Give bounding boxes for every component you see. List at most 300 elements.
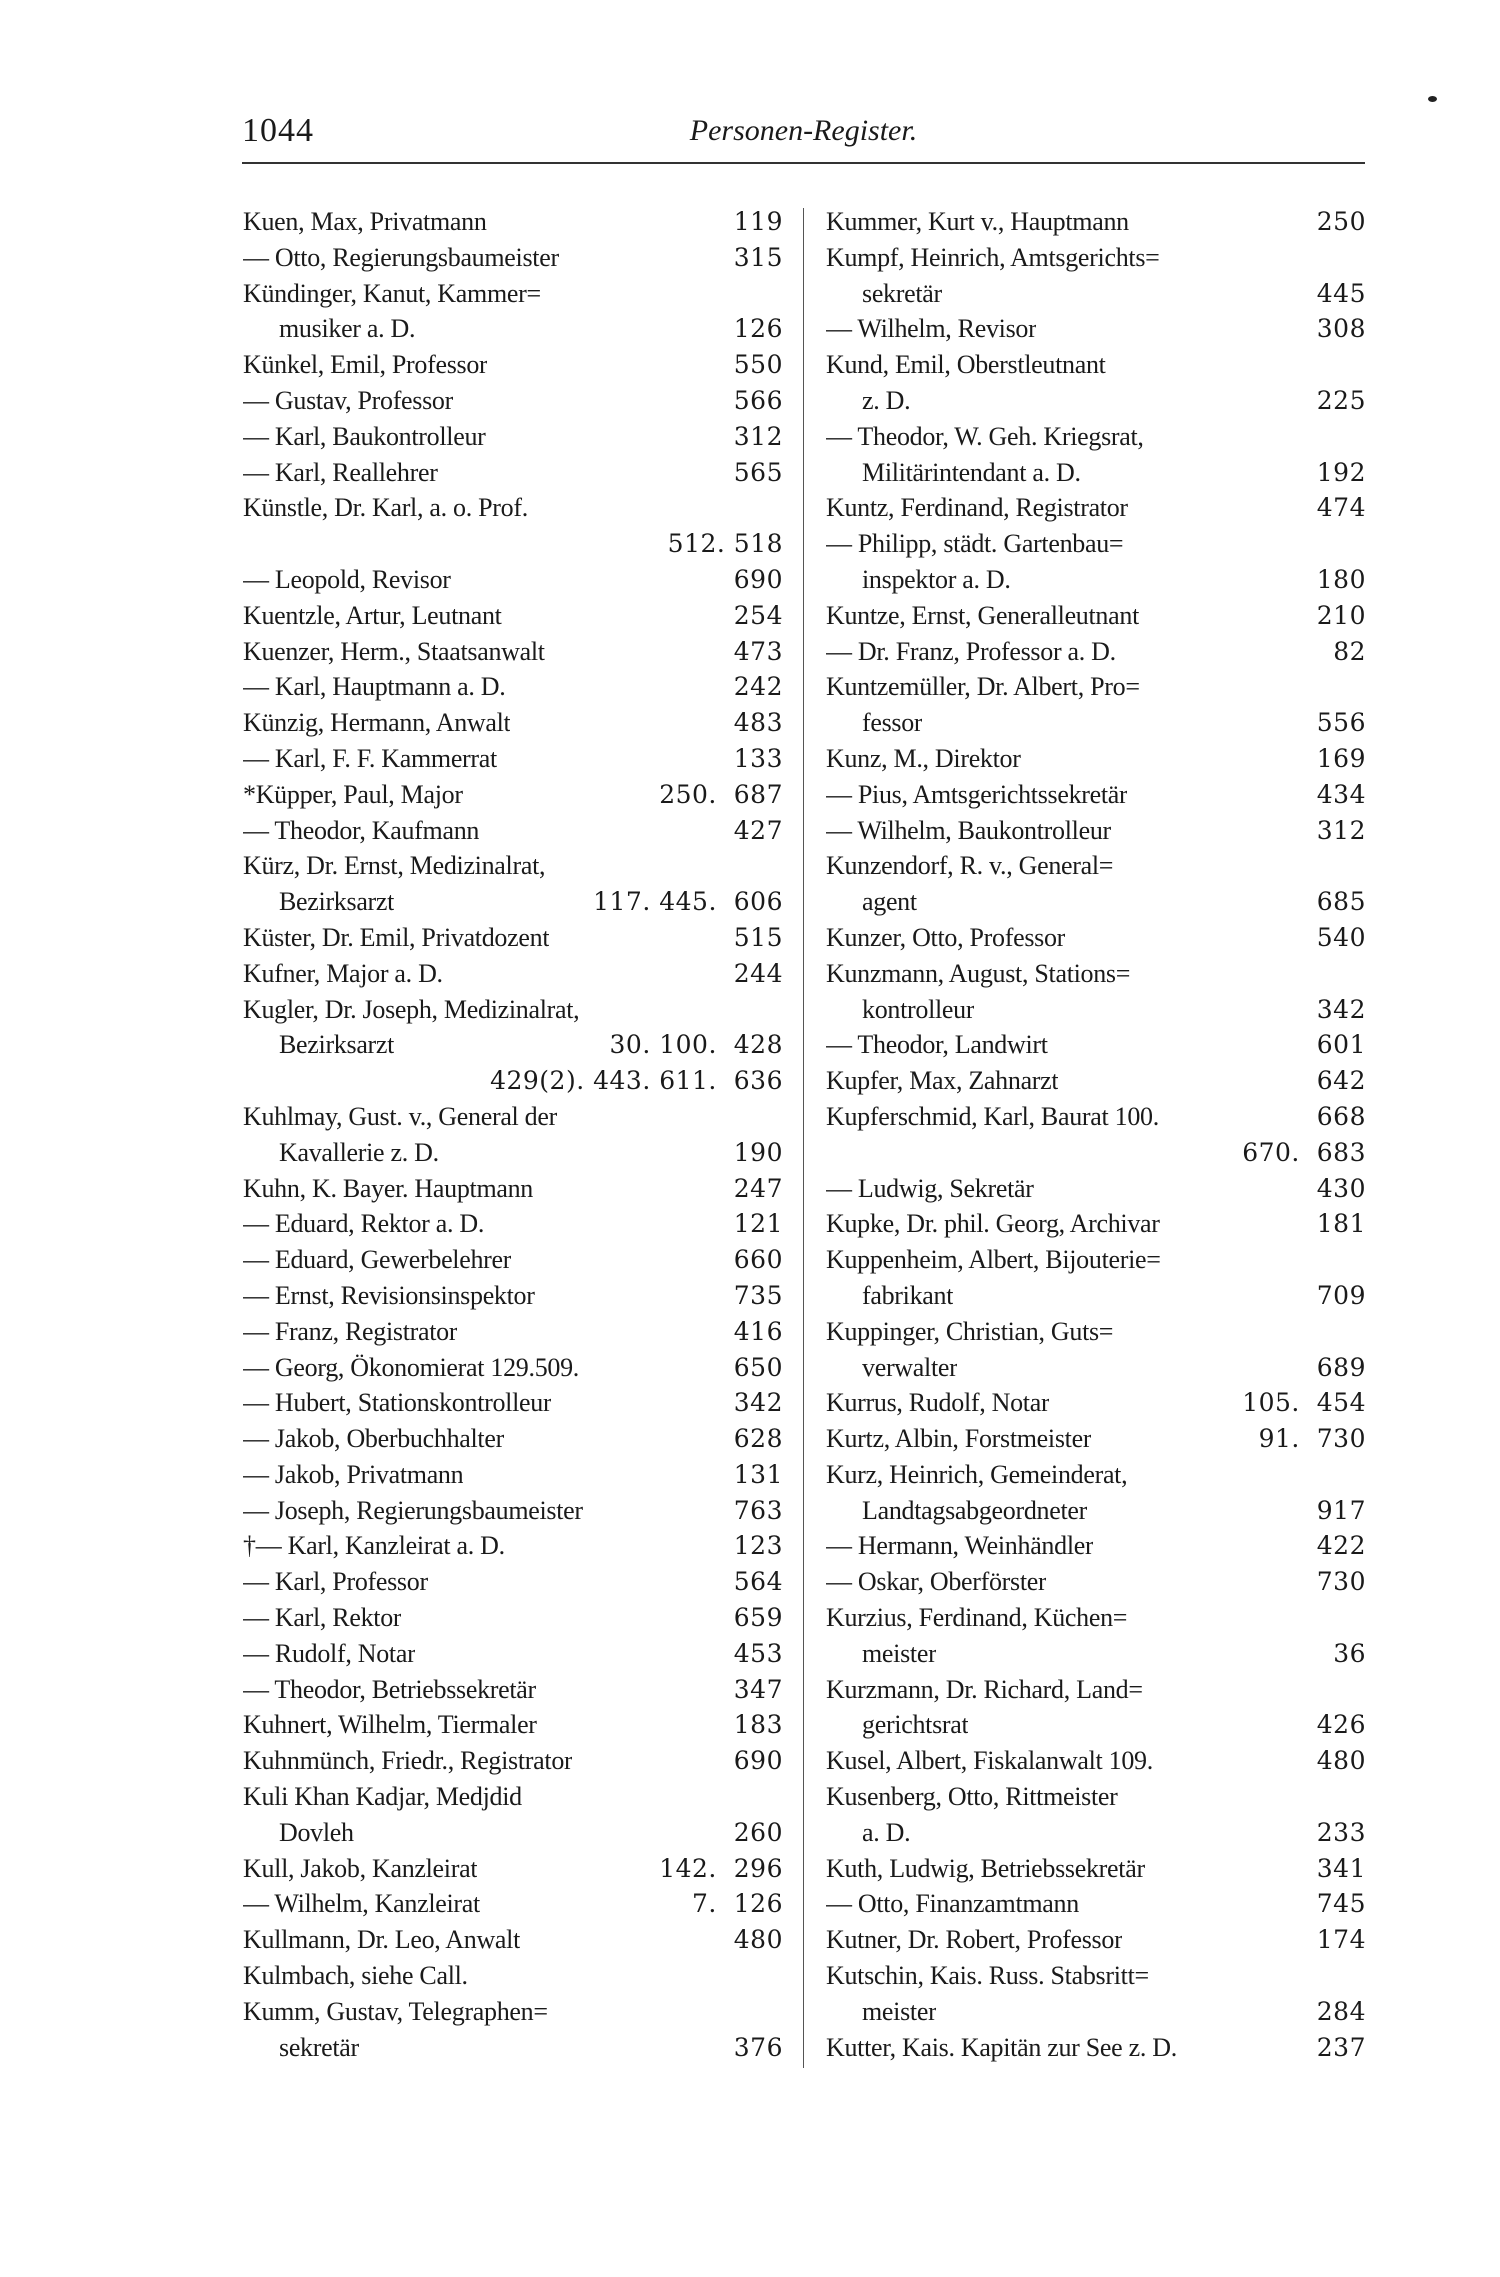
page-reference: 550	[733, 350, 783, 380]
entry-line	[243, 1457, 783, 1493]
entry-text: Kutter, Kais. Kapitän zur See z. D.	[826, 2032, 1177, 2062]
ink-speck	[1428, 96, 1437, 102]
entry-continuation-line	[243, 311, 783, 347]
index-entry	[243, 669, 783, 705]
entry-text: Kusenberg, Otto, Rittmeister	[826, 1782, 1118, 1812]
page-reference: 601	[1316, 1030, 1366, 1060]
page-reference: 121	[733, 1209, 783, 1239]
index-entry	[826, 526, 1366, 598]
entry-text: Kuentzle, Artur, Leutnant	[243, 600, 502, 630]
entry-line	[826, 1063, 1366, 1099]
entry-text: — Jakob, Privatmann	[243, 1459, 464, 1489]
page-reference: 131	[733, 1459, 783, 1489]
index-entry	[243, 1421, 783, 1457]
page-reference: 192	[1316, 457, 1366, 487]
entry-text: Kunzmann, August, Stations=	[826, 958, 1131, 988]
entry-text: Kull, Jakob, Kanzleirat	[243, 1853, 478, 1883]
page-reference: 690	[733, 564, 783, 594]
page-reference: 183	[733, 1710, 783, 1740]
page-reference: 142. 296	[659, 1853, 783, 1883]
page-reference: 376	[733, 2032, 783, 2062]
entry-line	[826, 1385, 1366, 1421]
entry-text: Bezirksarzt	[279, 1030, 395, 1060]
entry-text: Kündinger, Kanut, Kammer=	[243, 278, 541, 308]
index-entry	[826, 1063, 1366, 1099]
entry-continuation-line	[826, 562, 1366, 598]
entry-text: — Rudolf, Notar	[243, 1638, 416, 1668]
entry-line	[826, 1314, 1366, 1350]
entry-text: Kuhlmay, Gust. v., General der	[243, 1101, 557, 1131]
index-entry	[243, 455, 783, 491]
entry-text: — Oskar, Oberförster	[826, 1567, 1047, 1597]
index-entry	[243, 1314, 783, 1350]
page-reference: 36	[1333, 1638, 1366, 1668]
index-entry	[243, 562, 783, 598]
page-reference: 474	[1316, 493, 1366, 523]
page-reference: 347	[733, 1674, 783, 1704]
entry-line	[243, 1493, 783, 1529]
entry-text: — Theodor, Kaufmann	[243, 815, 480, 845]
entry-text: — Joseph, Regierungsbaumeister	[243, 1495, 583, 1525]
page-reference: 341	[1316, 1853, 1366, 1883]
page-reference: 119	[733, 207, 783, 236]
page-reference: 250	[1316, 207, 1366, 236]
index-entry	[826, 347, 1366, 419]
entry-text: Kunz, M., Direktor	[826, 743, 1021, 773]
entry-line	[243, 240, 783, 276]
entry-text: fessor	[862, 708, 923, 738]
index-entry	[826, 1779, 1366, 1851]
page-reference: 244	[733, 958, 783, 988]
index-entry	[826, 956, 1366, 1028]
entry-continuation-line	[243, 884, 783, 920]
index-entry	[243, 1672, 783, 1708]
entry-line	[243, 848, 783, 884]
page-reference: 308	[1316, 314, 1366, 344]
page-reference: 190	[733, 1137, 783, 1167]
page-reference: 480	[1316, 1746, 1366, 1776]
entry-text: a. D.	[862, 1817, 911, 1847]
entry-text: — Otto, Regierungsbaumeister	[243, 242, 559, 272]
entry-text: — Jakob, Oberbuchhalter	[243, 1424, 504, 1454]
entry-text: Kurz, Heinrich, Gemeinderat,	[826, 1459, 1128, 1489]
page-reference: 659	[733, 1603, 783, 1633]
entry-line	[826, 311, 1366, 347]
entry-text: Kuntz, Ferdinand, Registrator	[826, 493, 1128, 523]
entry-line	[243, 669, 783, 705]
index-entry	[243, 490, 783, 562]
index-entry	[243, 598, 783, 634]
entry-continuation-line	[243, 526, 783, 562]
entry-text: Kupfer, Max, Zahnarzt	[826, 1066, 1059, 1096]
entry-line	[243, 956, 783, 992]
entry-line	[826, 634, 1366, 670]
page-reference: 763	[733, 1495, 783, 1525]
entry-line	[826, 1099, 1366, 1135]
entry-continuation-line	[826, 884, 1366, 920]
index-entry	[243, 1493, 783, 1529]
index-entry	[243, 777, 783, 813]
index-entry	[243, 1206, 783, 1242]
index-entry	[826, 1099, 1366, 1171]
index-entry	[826, 1564, 1366, 1600]
page-reference: 126	[733, 314, 783, 344]
entry-text: Kumpf, Heinrich, Amtsgerichts=	[826, 242, 1160, 272]
entry-line	[243, 490, 783, 526]
entry-line	[243, 1099, 783, 1135]
page-reference: 105. 454	[1242, 1388, 1366, 1418]
entry-text: Kufner, Major a. D.	[243, 958, 443, 988]
entry-line	[826, 848, 1366, 884]
entry-text: Kuppenheim, Albert, Bijouterie=	[826, 1245, 1161, 1275]
entry-text: Kuppinger, Christian, Guts=	[826, 1316, 1114, 1346]
entry-text: — Eduard, Rektor a. D.	[243, 1209, 485, 1239]
index-entry	[243, 1636, 783, 1672]
index-entry	[243, 1600, 783, 1636]
index-entry	[243, 920, 783, 956]
index-entry	[243, 956, 783, 992]
entry-line	[826, 1457, 1366, 1493]
entry-text: — Otto, Finanzamtmann	[826, 1889, 1079, 1919]
entry-text: *Küpper, Paul, Major	[243, 779, 463, 809]
page-reference: 30. 100. 428	[609, 1030, 783, 1060]
entry-text: Kunzer, Otto, Professor	[826, 922, 1066, 952]
entry-text: Kürz, Dr. Ernst, Medizinalrat,	[243, 851, 546, 881]
entry-line	[243, 383, 783, 419]
index-entry	[826, 1743, 1366, 1779]
entry-continuation-line	[826, 1278, 1366, 1314]
page-reference: 180	[1316, 564, 1366, 594]
header-rule	[242, 162, 1365, 164]
index-entry	[826, 1600, 1366, 1672]
entry-text: — Eduard, Gewerbelehrer	[243, 1245, 512, 1275]
page-reference: 169	[1316, 743, 1366, 773]
entry-text: Landtagsabgeordneter	[862, 1495, 1088, 1525]
index-column-left	[243, 204, 783, 2065]
entry-text: — Gustav, Professor	[243, 385, 453, 415]
entry-text: Kurzmann, Dr. Richard, Land=	[826, 1674, 1143, 1704]
index-entry	[243, 1994, 783, 2066]
index-entry	[243, 1779, 783, 1851]
entry-text: — Karl, Rektor	[243, 1603, 402, 1633]
page-reference: 670. 683	[1242, 1137, 1366, 1167]
entry-text: — Ludwig, Sekretär	[826, 1173, 1034, 1203]
entry-line	[243, 204, 783, 240]
page-reference: 445	[1316, 278, 1366, 308]
index-entry	[243, 1099, 783, 1171]
page-reference: 515	[733, 922, 783, 952]
entry-text: Kuen, Max, Privatmann	[243, 207, 487, 236]
entry-text: Künkel, Emil, Professor	[243, 350, 488, 380]
page-reference: 260	[733, 1817, 783, 1847]
entry-text: — Karl, Baukontrolleur	[243, 421, 486, 451]
page-reference: 429(2). 443. 611. 636	[490, 1066, 783, 1096]
entry-line	[826, 240, 1366, 276]
entry-line	[826, 347, 1366, 383]
entry-text: Kurrus, Rudolf, Notar	[826, 1388, 1050, 1418]
entry-line	[243, 1600, 783, 1636]
entry-line	[243, 920, 783, 956]
entry-line	[243, 598, 783, 634]
entry-text: Kutner, Dr. Robert, Professor	[826, 1925, 1123, 1955]
entry-line	[826, 1922, 1366, 1958]
entry-continuation-line	[826, 705, 1366, 741]
page-reference: 430	[1316, 1173, 1366, 1203]
index-entry	[826, 1851, 1366, 1887]
index-entry	[243, 1851, 783, 1887]
entry-text: fabrikant	[862, 1280, 954, 1310]
entry-line	[826, 490, 1366, 526]
entry-text: — Karl, F. F. Kammerrat	[243, 743, 497, 773]
entry-continuation-line	[826, 1493, 1366, 1529]
index-entry	[243, 1958, 783, 1994]
entry-text: Kullmann, Dr. Leo, Anwalt	[243, 1925, 521, 1955]
entry-line	[243, 1421, 783, 1457]
entry-line	[243, 741, 783, 777]
page-reference: 709	[1316, 1280, 1366, 1310]
entry-continuation-line	[243, 1815, 783, 1851]
page-reference: 480	[733, 1925, 783, 1955]
entry-line	[826, 1600, 1366, 1636]
index-entry	[243, 992, 783, 1099]
entry-text: — Wilhelm, Baukontrolleur	[826, 815, 1111, 845]
entry-continuation-line	[826, 276, 1366, 312]
index-entry	[826, 1958, 1366, 2030]
entry-text: Kund, Emil, Oberstleutnant	[826, 350, 1106, 380]
page-reference: 225	[1316, 385, 1366, 415]
entry-text: Kummer, Kurt v., Hauptmann	[826, 207, 1129, 236]
page-reference: 453	[733, 1638, 783, 1668]
index-entry	[243, 204, 783, 240]
entry-text: Kuth, Ludwig, Betriebssekretär	[826, 1853, 1145, 1883]
entry-text: Kuenzer, Herm., Staatsanwalt	[243, 636, 545, 666]
entry-line	[243, 1922, 783, 1958]
entry-line	[243, 419, 783, 455]
entry-text: Künstle, Dr. Karl, a. o. Prof.	[243, 493, 528, 523]
page-reference: 473	[733, 636, 783, 666]
page-reference: 689	[1316, 1352, 1366, 1382]
entry-text: sekretär	[862, 278, 942, 308]
entry-text: — Leopold, Revisor	[243, 564, 451, 594]
column-divider	[803, 208, 804, 2068]
entry-line	[826, 1171, 1366, 1207]
index-entry	[243, 705, 783, 741]
index-entry	[243, 1350, 783, 1386]
index-entry	[243, 419, 783, 455]
page-reference: 133	[733, 743, 783, 773]
page-reference: 540	[1316, 922, 1366, 952]
index-entry	[243, 1385, 783, 1421]
entry-line	[243, 1242, 783, 1278]
index-entry	[243, 383, 783, 419]
entry-line	[826, 1779, 1366, 1815]
entry-text: Kuhnmünch, Friedr., Registrator	[243, 1746, 573, 1776]
page-reference: 668	[1316, 1101, 1366, 1131]
entry-line	[243, 1206, 783, 1242]
entry-continuation-line	[826, 1636, 1366, 1672]
page-reference: 512. 518	[667, 529, 783, 559]
entry-continuation-line	[243, 1027, 783, 1063]
entry-text: Küster, Dr. Emil, Privatdozent	[243, 922, 550, 952]
page-reference: 312	[1316, 815, 1366, 845]
entry-continuation-line	[826, 455, 1366, 491]
index-entry	[826, 777, 1366, 813]
entry-text: Kuntzemüller, Dr. Albert, Pro=	[826, 672, 1140, 702]
page-reference: 564	[733, 1567, 783, 1597]
entry-line	[243, 1314, 783, 1350]
entry-text: Kupferschmid, Karl, Baurat 100.	[826, 1101, 1159, 1131]
entry-text: musiker a. D.	[279, 314, 416, 344]
page-reference: 556	[1316, 708, 1366, 738]
entry-text: — Karl, Reallehrer	[243, 457, 438, 487]
entry-continuation-line	[826, 1815, 1366, 1851]
entry-line	[826, 598, 1366, 634]
entry-continuation-line	[826, 1350, 1366, 1386]
entry-line	[826, 1672, 1366, 1708]
entry-line	[243, 1672, 783, 1708]
index-entry	[243, 813, 783, 849]
index-entry	[243, 1922, 783, 1958]
entry-text: — Dr. Franz, Professor a. D.	[826, 636, 1116, 666]
entry-line	[243, 1564, 783, 1600]
index-entry	[243, 1564, 783, 1600]
index-entry	[826, 1314, 1366, 1386]
page-reference: 174	[1316, 1925, 1366, 1955]
entry-line	[243, 1994, 783, 2030]
entry-line	[826, 813, 1366, 849]
page-reference: 342	[733, 1388, 783, 1418]
entry-line	[243, 1958, 783, 1994]
entry-continuation-line	[826, 1135, 1366, 1171]
index-entry	[826, 920, 1366, 956]
page-reference: 247	[733, 1173, 783, 1203]
index-entry	[826, 204, 1366, 240]
entry-text: meister	[862, 1996, 937, 2026]
index-entry	[826, 1171, 1366, 1207]
entry-line	[243, 562, 783, 598]
entry-text: Kurtz, Albin, Forstmeister	[826, 1424, 1092, 1454]
index-entry	[826, 1672, 1366, 1744]
entry-line	[243, 813, 783, 849]
entry-text: Kuli Khan Kadjar, Medjdid	[243, 1782, 522, 1812]
entry-text: Kulmbach, siehe Call.	[243, 1961, 468, 1991]
index-entry	[826, 848, 1366, 920]
page-reference: 342	[1316, 994, 1366, 1024]
entry-text: meister	[862, 1638, 937, 1668]
entry-text: — Wilhelm, Kanzleirat	[243, 1889, 480, 1919]
entry-continuation-line	[826, 992, 1366, 1028]
entry-text: Militärintendant a. D.	[862, 457, 1081, 487]
page-reference: 690	[733, 1746, 783, 1776]
page-reference: 565	[733, 457, 783, 487]
page-reference: 422	[1316, 1531, 1366, 1561]
entry-text: — Karl, Hauptmann a. D.	[243, 672, 506, 702]
page-reference: 650	[733, 1352, 783, 1382]
page-reference: 312	[733, 421, 783, 451]
entry-line	[826, 1528, 1366, 1564]
page-reference: 82	[1333, 636, 1366, 666]
page-reference: 237	[1316, 2032, 1366, 2062]
entry-line	[826, 1206, 1366, 1242]
index-entry	[826, 598, 1366, 634]
page-reference: 427	[733, 815, 783, 845]
entry-text: — Karl, Professor	[243, 1567, 428, 1597]
entry-continuation-line	[243, 1063, 783, 1099]
entry-line	[243, 1278, 783, 1314]
entry-line	[826, 1242, 1366, 1278]
entry-line	[243, 634, 783, 670]
entry-continuation-line	[826, 1994, 1366, 2030]
index-entry	[243, 1528, 783, 1564]
page-reference: 642	[1316, 1066, 1366, 1096]
page-reference: 210	[1316, 600, 1366, 630]
entry-line	[826, 1886, 1366, 1922]
entry-line	[826, 2030, 1366, 2066]
page-reference: 917	[1316, 1495, 1366, 1525]
entry-text: Kurzius, Ferdinand, Küchen=	[826, 1603, 1128, 1633]
page-reference: 233	[1316, 1817, 1366, 1847]
entry-continuation-line	[826, 383, 1366, 419]
page-reference: 91. 730	[1258, 1424, 1366, 1454]
entry-line	[826, 1027, 1366, 1063]
entry-text: — Hubert, Stationskontrolleur	[243, 1388, 552, 1418]
entry-text: — Wilhelm, Revisor	[826, 314, 1037, 344]
index-entry	[826, 669, 1366, 741]
entry-text: Kuntze, Ernst, Generalleutnant	[826, 600, 1139, 630]
index-entry	[243, 1278, 783, 1314]
entry-text: z. D.	[862, 385, 911, 415]
entry-line	[243, 1707, 783, 1743]
index-entry	[243, 1707, 783, 1743]
entry-line	[826, 1958, 1366, 1994]
index-entry	[826, 1457, 1366, 1529]
page-reference: 242	[733, 672, 783, 702]
page-reference: 254	[733, 600, 783, 630]
index-entry	[826, 1886, 1366, 1922]
entry-line	[243, 455, 783, 491]
entry-text: verwalter	[862, 1352, 958, 1382]
index-entry	[243, 240, 783, 276]
running-title: Personen-Register.	[689, 114, 918, 147]
page-reference: 566	[733, 385, 783, 415]
entry-line	[243, 1779, 783, 1815]
entry-text: Kavallerie z. D.	[279, 1137, 439, 1167]
index-entry	[826, 2030, 1366, 2066]
entry-line	[243, 1636, 783, 1672]
page-reference: 7. 126	[692, 1889, 783, 1919]
page-reference: 483	[733, 708, 783, 738]
entry-text: Kunzendorf, R. v., General=	[826, 851, 1114, 881]
index-entry	[826, 634, 1366, 670]
entry-line	[243, 992, 783, 1028]
entry-text: Künzig, Hermann, Anwalt	[243, 708, 511, 738]
entry-text: agent	[862, 887, 917, 917]
entry-line	[826, 920, 1366, 956]
entry-text: kontrolleur	[862, 994, 975, 1024]
page-reference: 123	[733, 1531, 783, 1561]
entry-line	[826, 1421, 1366, 1457]
index-entry	[826, 1206, 1366, 1242]
entry-line	[826, 1851, 1366, 1887]
page-number: 1044	[242, 112, 314, 149]
entry-text: — Hermann, Weinhändler	[826, 1531, 1094, 1561]
entry-line	[243, 1350, 783, 1386]
entry-text: Dovleh	[279, 1817, 354, 1847]
page-reference: 628	[733, 1424, 783, 1454]
entry-continuation-line	[826, 1707, 1366, 1743]
entry-line	[243, 777, 783, 813]
index-entry	[826, 1027, 1366, 1063]
